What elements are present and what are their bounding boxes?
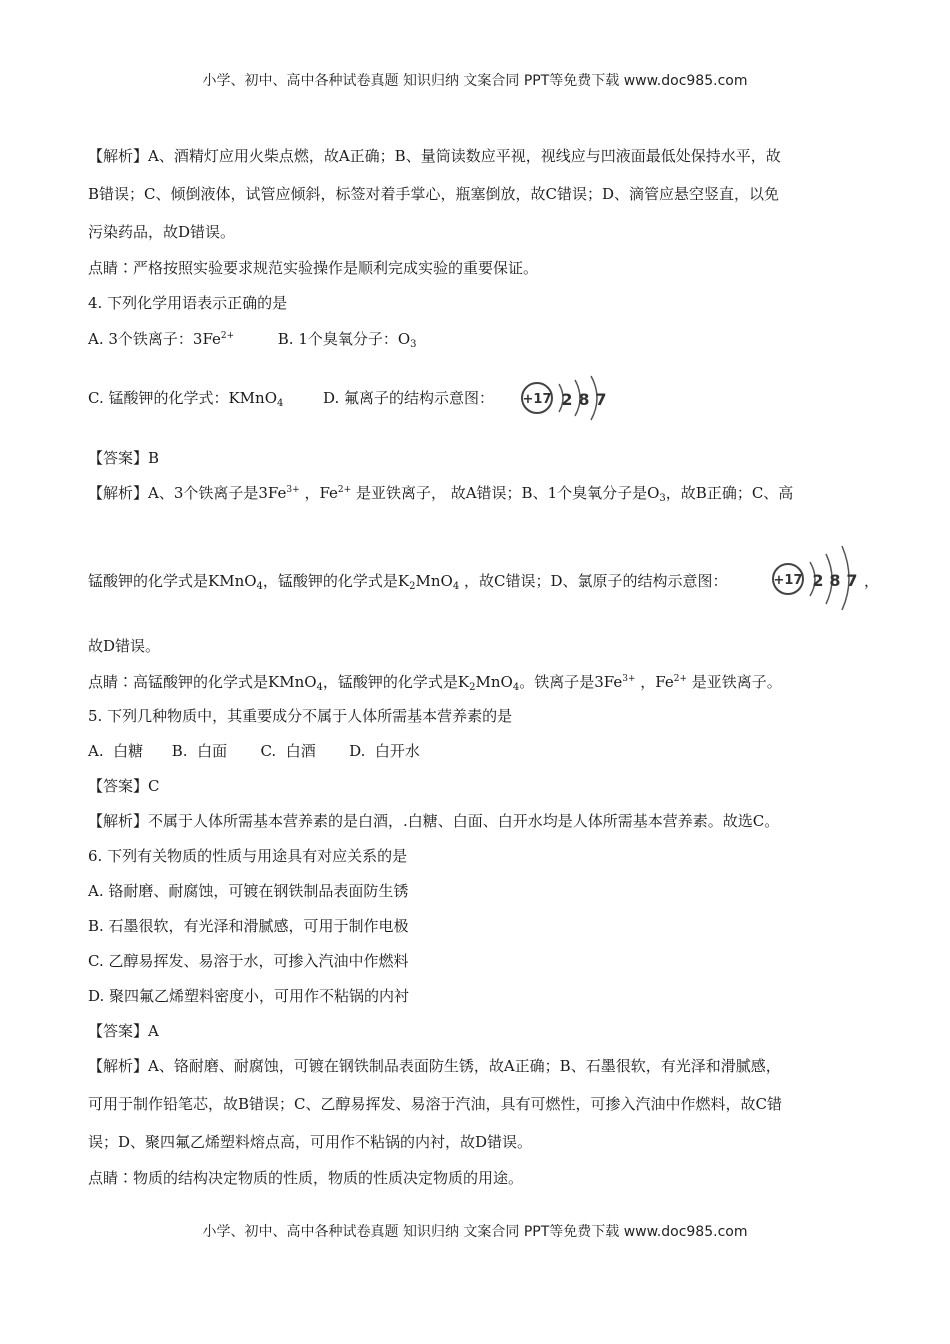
q6-option-d: D. 聚四氟乙烯塑料密度小，可用作不粘锅的内衬 [88,987,410,1005]
shell-count-3: 7 [595,390,607,409]
q5-analysis: 【解析】不属于人体所需基本营养素的是白酒，.白糖、白面、白开水均是人体所需基本营养素。故选C。 [88,812,780,830]
q4-analysis-line2: 锰酸钾的化学式是KMnO$_4$，锰酸钾的化学式是$K_2MnO_4$ ，故C错误；D、氯原子的结构示意图： [88,572,728,592]
q4-option-d: D. 氟离子的结构示意图： [322,389,494,407]
page-footer: 小学、初中、高中各种试卷真题 知识归纳 文案合同 PPT等免费下载 www.doc985.com [202,1224,748,1240]
q4-answer: 【答案】B [88,449,160,467]
q5-answer: 【答案】C [88,777,160,795]
q4-options-cd [88,388,494,411]
q5-options: A. 白糖 B. 白面 C. 白酒 D. 白开水 [88,742,420,760]
shell-count-2: 8 [578,390,590,409]
q4-analysis-line1: 【解析】A、3个铁离子是$3Fe^{3+}$ ，$Fe^{2+}$ 是亚铁离子， 故A错误；B、1个臭氧分子是$O_3$，故B正确；C、高 [88,484,794,504]
q6-stem: 6. 下列有关物质的性质与用途具有对应关系的是 [88,847,408,865]
q6-tip: 点睛∶物质的结构决定物质的性质，物质的性质决定物质的用途。 [88,1169,524,1187]
q4-options-ab [88,329,417,352]
chlorine-structure-diagram [768,542,864,612]
q6-analysis-line3: 误；D、聚四氟乙烯塑料熔点高，可用作不粘锅的内衬，故D错误。 [88,1133,533,1151]
shell-count-1: 2 [812,571,824,590]
q6-option-a: A. 铬耐磨、耐腐蚀，可镀在钢铁制品表面防生锈 [88,882,409,900]
q3-analysis-line2: B错误；C、倾倒液体，试管应倾斜，标签对着手掌心，瓶塞倒放，故C错误；D、滴管应悬空竖直，以免 [88,185,780,203]
q4-option-b: B. 1个臭氧分子：$O_3$ [277,330,417,350]
q6-analysis-line1: 【解析】A、铬耐磨、耐腐蚀，可镀在钢铁制品表面防生锈，故A正确；B、石墨很软，有光泽和滑腻感， [88,1057,781,1075]
q3-analysis-line3: 污染药品，故D错误。 [88,223,236,241]
q4-tip: 点睛∶高锰酸钾的化学式是KMnO$_4$，锰酸钾的化学式是$K_2MnO_4$。铁离子是$3Fe^{3+}$ ，$Fe^{2+}$ 是亚铁离子。 [88,673,782,693]
q6-answer: 【答案】A [88,1022,159,1040]
q4-stem: 4. 下列化学用语表示正确的是 [88,294,288,312]
shell-count-1: 2 [561,390,573,409]
nucleus-label: +17 [773,573,803,588]
fluoride-structure-diagram [515,372,615,428]
q6-option-c: C. 乙醇易挥发、易溶于水，可掺入汽油中作燃料 [88,952,409,970]
shell-count-2: 8 [829,571,841,590]
q3-analysis-line1: 【解析】A、酒精灯应用火柴点燃，故A正确；B、量筒读数应平视，视线应与凹液面最低处保持水平，故 [88,147,781,165]
q6-option-b: B. 石墨很软，有光泽和滑腻感，可用于制作电极 [88,917,409,935]
q4-option-c: C. 锰酸钾的化学式：KMnO$_4$ [88,389,284,409]
q3-tip: 点睛∶严格按照实验要求规范实验操作是顺利完成实验的重要保证。 [88,259,539,277]
nucleus-label: +17 [522,392,552,407]
shell-count-3: 7 [846,571,858,590]
q4-analysis-comma: ， [864,572,880,590]
q5-stem: 5. 下列几种物质中，其重要成分不属于人体所需基本营养素的是 [88,707,513,725]
page-header: 小学、初中、高中各种试卷真题 知识归纳 文案合同 PPT等免费下载 www.doc985.com [202,73,748,89]
q4-analysis-line3: 故D错误。 [88,637,161,655]
q6-analysis-line2: 可用于制作铅笔芯，故B错误；C、乙醇易挥发、易溶于汽油，具有可燃性，可掺入汽油中作燃料，故C错 [88,1095,782,1113]
q4-option-a: A. 3个铁离子：$3Fe^{2+}$ [88,330,235,348]
